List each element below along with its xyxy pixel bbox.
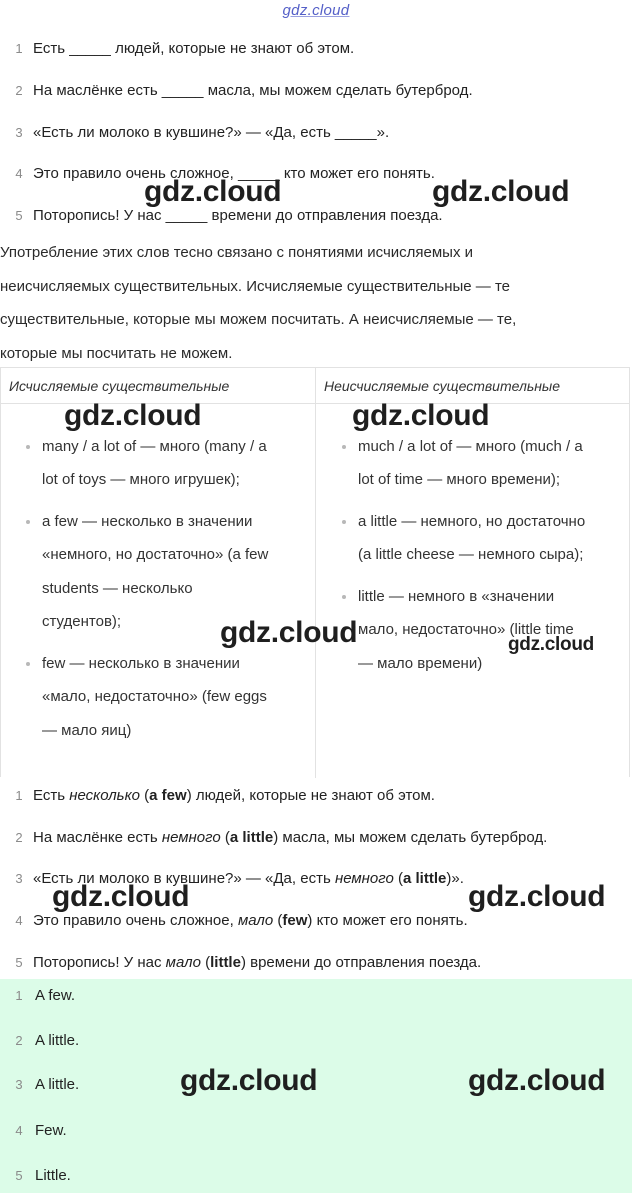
ru-word: несколько [69, 787, 140, 804]
bullet-line: — мало времени) [358, 654, 483, 672]
text-fragment: времени до отправления поезда. [245, 954, 482, 971]
ru-word: немного [334, 870, 394, 887]
table-bullet-item [358, 430, 583, 497]
item-number: 1 [15, 41, 23, 56]
watermark: gdz.cloud [508, 634, 594, 655]
item-text: Поторопись! У нас _____ времени до отправления поезда. [33, 207, 443, 224]
item-number: 3 [15, 125, 23, 140]
ru-word: мало [237, 912, 274, 929]
item-number: 2 [15, 83, 23, 98]
bullet-line: lot of time — много времени); [358, 471, 561, 489]
table-bullet-item [358, 505, 585, 572]
item-number: 5 [15, 208, 23, 223]
answer-item [0, 1119, 632, 1143]
watermark: gdz.cloud [468, 1064, 606, 1097]
text-fragment: кто может его понять. [312, 912, 468, 929]
item-number: 4 [15, 166, 23, 181]
ru-word: немного [161, 829, 221, 846]
answer-text: A little. [35, 1076, 80, 1093]
bullet-dot [26, 520, 30, 524]
item-number: 2 [15, 830, 23, 845]
exercise-item [0, 79, 632, 103]
item-number: 3 [15, 1077, 23, 1092]
bullet-line: little — немного в «значении [358, 588, 555, 605]
item-number: 2 [15, 1033, 23, 1048]
text-fragment: «Есть ли молоко в кувшине?» — «Да, есть [33, 870, 335, 887]
en-word: little [210, 954, 241, 971]
paragraph-line: существительные, которые мы можем посчитать. А неисчисляемые — те, [0, 311, 517, 328]
bullet-line: lot of toys — много игрушек); [42, 471, 240, 489]
paragraph-line: неисчисляемых существительных. Исчисляемые существительные — те [0, 277, 511, 295]
column-header-uncountable: Неисчисляемые существительные [316, 368, 630, 404]
item-text: Есть несколько (a few) людей, которые не знают об этом. [33, 787, 435, 804]
paragraph-line: Употребление этих слов тесно связано с понятиями исчисляемых и [0, 244, 474, 261]
column-header-countable: Исчисляемые существительные [1, 368, 315, 404]
item-number: 4 [15, 913, 23, 928]
bullet-line: students — несколько [42, 579, 193, 597]
answer-item [0, 984, 632, 1008]
filled-item [0, 784, 632, 808]
en-word: a little [229, 829, 274, 846]
en-word: a few [149, 787, 187, 804]
bullet-line: few — несколько в значении [42, 655, 240, 672]
bullet-line: — мало яиц) [42, 721, 132, 739]
bullet-dot [342, 595, 346, 599]
bullet-line: many / a lot of — много (many / a [42, 438, 267, 455]
text-fragment: Это правило очень сложное, [33, 912, 238, 929]
item-number: 5 [15, 955, 23, 970]
item-text: На маслёнке есть немного (a little) масла, мы можем сделать бутерброд. [33, 829, 548, 846]
bullet-line: мало, недостаточно» (little time [358, 621, 574, 639]
table-bullet-item [42, 647, 267, 747]
item-number: 1 [15, 988, 23, 1003]
text-fragment: масла, мы можем сделать бутерброд. [278, 829, 548, 846]
answer-text: A few. [35, 987, 76, 1004]
filled-item [0, 951, 632, 975]
bullet-dot [26, 445, 30, 449]
en-word: few [282, 912, 308, 929]
watermark: gdz.cloud [352, 399, 490, 432]
en-word: a little [403, 870, 447, 887]
text-fragment: ». [451, 870, 464, 887]
item-text: Это правило очень сложное, мало (few) кто может его понять. [33, 912, 468, 929]
bullet-line: (a little cheese — немного сыра); [358, 546, 584, 564]
answer-text: Little. [35, 1167, 71, 1184]
paragraph-line: которые мы посчитать не можем. [0, 344, 233, 362]
text-fragment: Поторопись! У нас [33, 954, 166, 971]
item-text: Поторопись! У нас мало (little) времени до отправления поезда. [33, 954, 482, 971]
watermark: gdz.cloud [432, 175, 570, 208]
answer-item [0, 1029, 632, 1053]
watermark: gdz.cloud [180, 1064, 318, 1097]
bullet-dot [342, 520, 346, 524]
column-divider [315, 368, 316, 778]
text-fragment: людей, которые не знают об этом. [191, 787, 435, 804]
bullet-dot [26, 662, 30, 666]
ru-word: мало [165, 954, 201, 971]
item-text: «Есть ли молоко в кувшине?» — «Да, есть немного (a little)». [33, 870, 464, 887]
bullet-dot [342, 445, 346, 449]
item-text: «Есть ли молоко в кувшине?» — «Да, есть _____». [33, 124, 390, 141]
bullet-line: a few — несколько в значении [42, 513, 253, 530]
item-text: На маслёнке есть _____ масла, мы можем сделать бутерброд. [33, 82, 473, 99]
text-fragment: Есть [33, 787, 70, 804]
exercise-item [0, 37, 632, 61]
table-bullet-item [42, 430, 267, 497]
item-text: Это правило очень сложное, _____ кто может его понять. [33, 165, 435, 182]
table-bullet-item [358, 580, 574, 680]
watermark: gdz.cloud [468, 880, 606, 913]
bullet-line: «немного, но достаточно» (a few [42, 546, 269, 564]
answer-item [0, 1164, 632, 1188]
text-fragment: На маслёнке есть [33, 829, 162, 846]
exercise-item [0, 121, 632, 145]
site-logo[interactable]: gdz.cloud [282, 2, 350, 19]
item-number: 1 [15, 788, 23, 803]
explanation-paragraph [0, 236, 632, 370]
answer-text: Few. [35, 1122, 67, 1139]
filled-item [0, 826, 632, 850]
watermark: gdz.cloud [144, 175, 282, 208]
item-number: 5 [15, 1168, 23, 1183]
item-number: 4 [15, 1123, 23, 1138]
bullet-line: a little — немного, но достаточно [358, 513, 586, 530]
answer-text: A little. [35, 1032, 80, 1049]
bullet-line: студентов); [42, 612, 122, 630]
item-text: Есть _____ людей, которые не знают об этом. [33, 40, 355, 57]
watermark: gdz.cloud [220, 616, 358, 649]
watermark: gdz.cloud [64, 399, 202, 432]
watermark: gdz.cloud [52, 880, 190, 913]
bullet-line: «мало, недостаточно» (few eggs [42, 688, 267, 706]
bullet-line: much / a lot of — много (much / a [358, 438, 583, 455]
item-number: 3 [15, 871, 23, 886]
